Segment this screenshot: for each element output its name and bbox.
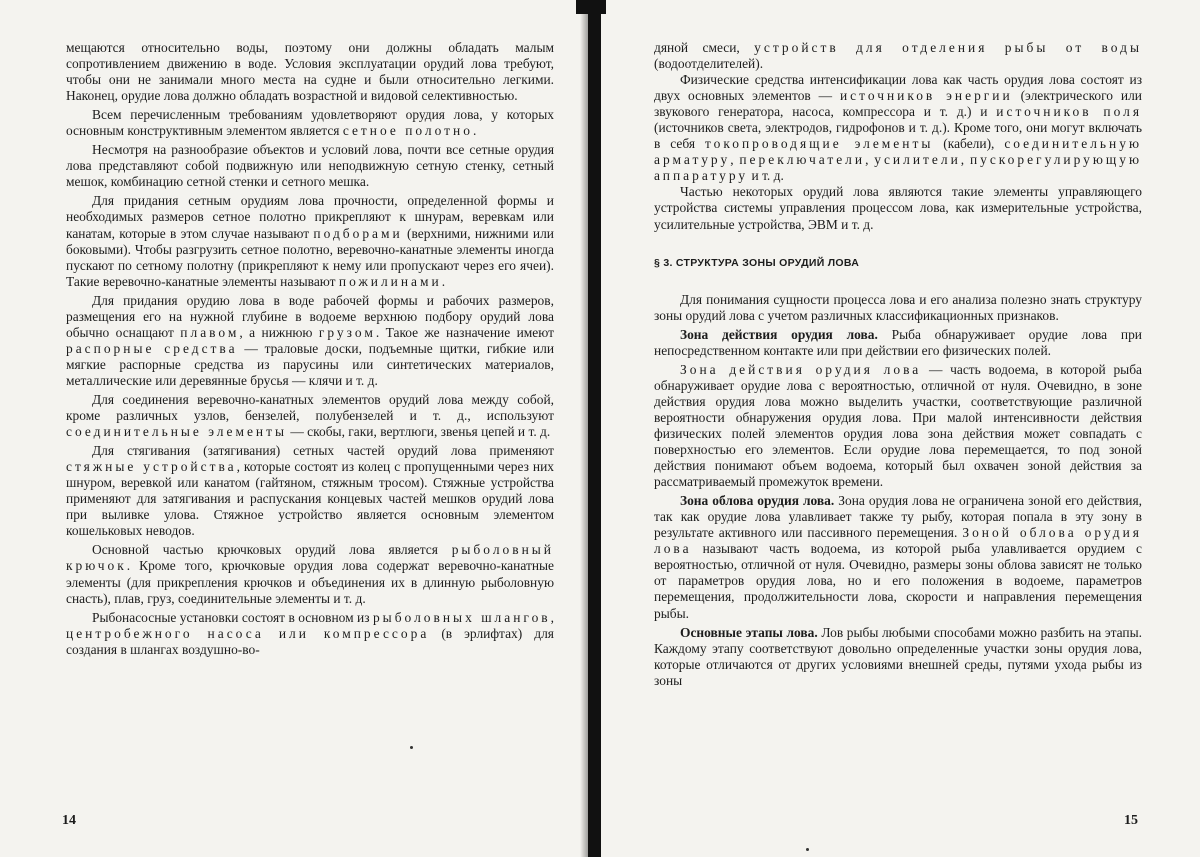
text-run: Зона орудия лова не ограничена зоной его действия, так как орудие лова улавливает также ту рыбу, которая попала в эту зону в результате активного или пассивного перемещения.	[654, 493, 1142, 540]
spaced-term: переключатели	[739, 152, 865, 167]
spaced-term: пускорегулирующую аппаратуру	[654, 152, 1142, 183]
right-page-text	[654, 40, 1142, 689]
spaced-term: грузом	[319, 325, 376, 340]
text-run: ,	[961, 152, 970, 167]
text-run: (в эрлифтах) для создания в шлангах воздушно-во-	[66, 626, 554, 657]
paragraph	[66, 610, 554, 658]
paragraph	[66, 40, 554, 104]
book-spine-top	[576, 0, 606, 14]
spaced-term: подборами	[313, 226, 402, 241]
paragraph	[66, 443, 554, 539]
text-run: Рыба обнаруживает орудие лова при непосредственном контакте или при действии его физических полей.	[654, 327, 1142, 358]
paragraph	[654, 292, 1142, 324]
spaced-term: токопроводящие элементы	[705, 136, 933, 151]
spaced-term: источников поля	[996, 104, 1142, 119]
paragraph	[654, 625, 1142, 689]
spaced-term: устройств для отделения рыбы от воды	[754, 40, 1142, 55]
text-run: Несмотря на разнообразие объектов и условий лова, почти все сетные орудия лова представляют собой подвижную или неподвижную сетную стенку, сетный мешок, комбинацию сетной стенки и сетного мешка.	[66, 142, 554, 189]
paragraph	[654, 493, 1142, 621]
text-run: и т. д.	[748, 168, 784, 183]
spaced-term: сетное полотно	[343, 123, 473, 138]
bold-term: Зона облова орудия лова.	[680, 493, 834, 508]
paragraph	[654, 72, 1142, 184]
text-run: , которые состоят из колец с пропущенными через них шнуром, веревкой или канатом (гайтяном, стяжным тросом). Стяжные устройства применяют для затягивания и распускания концевых частей мешков орудий лова при выливке улова. Стяжное устройство является основным элементом кошельковых неводов.	[66, 459, 554, 538]
text-run: Рыбонасосные установки состоят в основном из	[92, 610, 373, 625]
paragraph	[66, 193, 554, 289]
paragraph	[654, 362, 1142, 490]
text-run: Для придания орудию лова в воде рабочей формы и рабочих размеров, размещения его на нужной глубине в водоеме верхнюю подбору орудий лова обычно оснащают	[66, 293, 554, 340]
text-run: ,	[865, 152, 874, 167]
spaced-term: Зоной облова орудия лова	[654, 525, 1142, 556]
text-run: дяной смеси,	[654, 40, 754, 55]
paragraph	[66, 107, 554, 139]
section-heading	[654, 255, 1142, 271]
paragraph	[66, 542, 554, 606]
text-run: § 3. СТРУКТУРА ЗОНЫ ОРУДИЙ ЛОВА	[654, 257, 859, 269]
text-run: (водоотделителей).	[654, 56, 763, 71]
spaced-term: пожилинами	[339, 274, 442, 289]
text-run: — траловые доски, подъемные щитки, гибкие или мягкие распорные средства из парусины или синтетических материалов, металлические или деревянные брусья — клячи и т. д.	[66, 341, 554, 388]
spaced-term: центробежного насоса или компрессора	[66, 626, 429, 641]
text-run: . Кроме того, крючковые орудия лова содержат веревочно-канатные элементы (для прикрепления крючков и объединения их в длинную рыболовную снасть), плав, груз, соединительные элементы и т. д.	[66, 558, 554, 605]
page-number: 14	[62, 813, 76, 829]
text-run: Всем перечисленным требованиям удовлетворяют орудия лова, у которых основным конструктивным элементом является	[66, 107, 554, 138]
spaced-term: Зона действия орудия лова	[680, 362, 921, 377]
text-run: Для стягивания (затягивания) сетных частей орудий лова применяют	[92, 443, 554, 458]
ink-speck	[806, 848, 809, 851]
paragraph	[66, 142, 554, 190]
ink-speck	[410, 746, 413, 749]
spaced-term: стяжные устройства	[66, 459, 237, 474]
text-run: (кабели),	[933, 136, 1004, 151]
text-run: мещаются относительно воды, поэтому они должны обладать малым сопротивлением движению в воде. Условия эксплуатации орудий лова требуют, чтобы они не занимали много места на судне и были относительно легкими. Наконец, орудие лова должно обладать возрастной и видовой селективностью.	[66, 40, 554, 103]
spaced-term: плавом	[180, 325, 239, 340]
spaced-term: источников энергии	[840, 88, 1013, 103]
text-run: (электрического или звукового генератора, насоса, компрессора и т. д.) и	[654, 88, 1142, 119]
text-run: Физические средства интенсификации лова как часть орудия лова состоят из двух основных элементов —	[654, 72, 1142, 103]
text-run: . Такое же назначение имеют	[376, 325, 554, 340]
paragraph	[654, 327, 1142, 359]
text-run: Для понимания сущности процесса лова и его анализа полезно знать структуру зоны орудий лова с учетом различных классификационных признаков.	[654, 292, 1142, 323]
text-run: Для соединения веревочно-канатных элементов орудий лова между собой, кроме различных узлов, бензелей, полубензелей и т. д., используют	[66, 392, 554, 423]
text-run: называют часть водоема, из которой рыба улавливается орудием с вероятностью, отличной от нуля. Очевидно, размеры зоны облова зависят не только от параметров орудия лова, но и его положения в водоеме, параметров перемещения, продолжительности лова, скорости и направления перемещения рыбы.	[654, 541, 1142, 620]
book-spine-shadow	[580, 0, 588, 857]
bold-term: Основные этапы лова.	[680, 625, 818, 640]
spaced-term: соединительную арматуру	[654, 136, 1142, 167]
text-run: Лов рыбы любыми способами можно разбить на этапы. Каждому этапу соответствуют довольно определенные участки зоны орудия лова, которые отличаются от других условиями внешней среды, путями ухода рыбы из зоны	[654, 625, 1142, 688]
text-run: Частью некоторых орудий лова являются такие элементы управляющего устройства системы управления процессом лова, как измерительные устройства, усилительные устройства, ЭВМ и т. д.	[654, 184, 1142, 231]
text-run: Для придания сетным орудиям лова прочности, определенной формы и необходимых размеров сетное полотно прикрепляют к шнурам, веревкам или канатам, которые в этом случае называют	[66, 193, 554, 240]
text-run: (верхними, нижними или боковыми). Чтобы разгрузить сетное полотно, веревочно-канатные элементы иногда пускают по сетному полотну (прикрепляют к нему или пропускают через его ячеи). Такие веревочно-канатные элементы называют	[66, 226, 554, 289]
bold-term: Зона действия орудия лова.	[680, 327, 878, 342]
book-spine	[588, 0, 601, 857]
text-run: ,	[551, 610, 554, 625]
paragraph	[654, 40, 1142, 72]
paragraph	[654, 184, 1142, 232]
paragraph	[66, 293, 554, 389]
text-run: .	[442, 274, 445, 289]
paragraph	[66, 392, 554, 440]
spaced-term: рыболовных шлангов	[373, 610, 551, 625]
text-run: ,	[730, 152, 739, 167]
text-run: — часть водоема, в которой рыба обнаруживает орудие лова с вероятностью, отличной от нуля. Очевидно, в зоне действия орудия лова можно выделить участки, соответствующие различной вероятности обнаружения орудия лова. При малой интенсивности действия физических полей элементов орудия лова зона действия может совпадать с поверхностью его элементов. Если орудие лова перемещается, то под зоной действия понимают объем водоема, который был охвачен зоной действия за рассматриваемый промежуток времени.	[654, 362, 1142, 489]
text-run: .	[473, 123, 476, 138]
text-run: , а нижнюю	[239, 325, 318, 340]
page-number: 15	[1124, 813, 1138, 829]
spaced-term: соединительные элементы	[66, 424, 287, 439]
spaced-term: усилители	[874, 152, 961, 167]
spaced-term: рыболовный крючок	[66, 542, 554, 573]
spaced-term: распорные средства	[66, 341, 238, 356]
left-page-text	[66, 40, 554, 658]
text-run: (источников света, электродов, гидрофонов и т. д.). Кроме того, они могут включать в себя	[654, 120, 1142, 151]
text-run: — скобы, гаки, вертлюги, звенья цепей и т. д.	[287, 424, 550, 439]
text-run: Основной частью крючковых орудий лова является	[92, 542, 452, 557]
